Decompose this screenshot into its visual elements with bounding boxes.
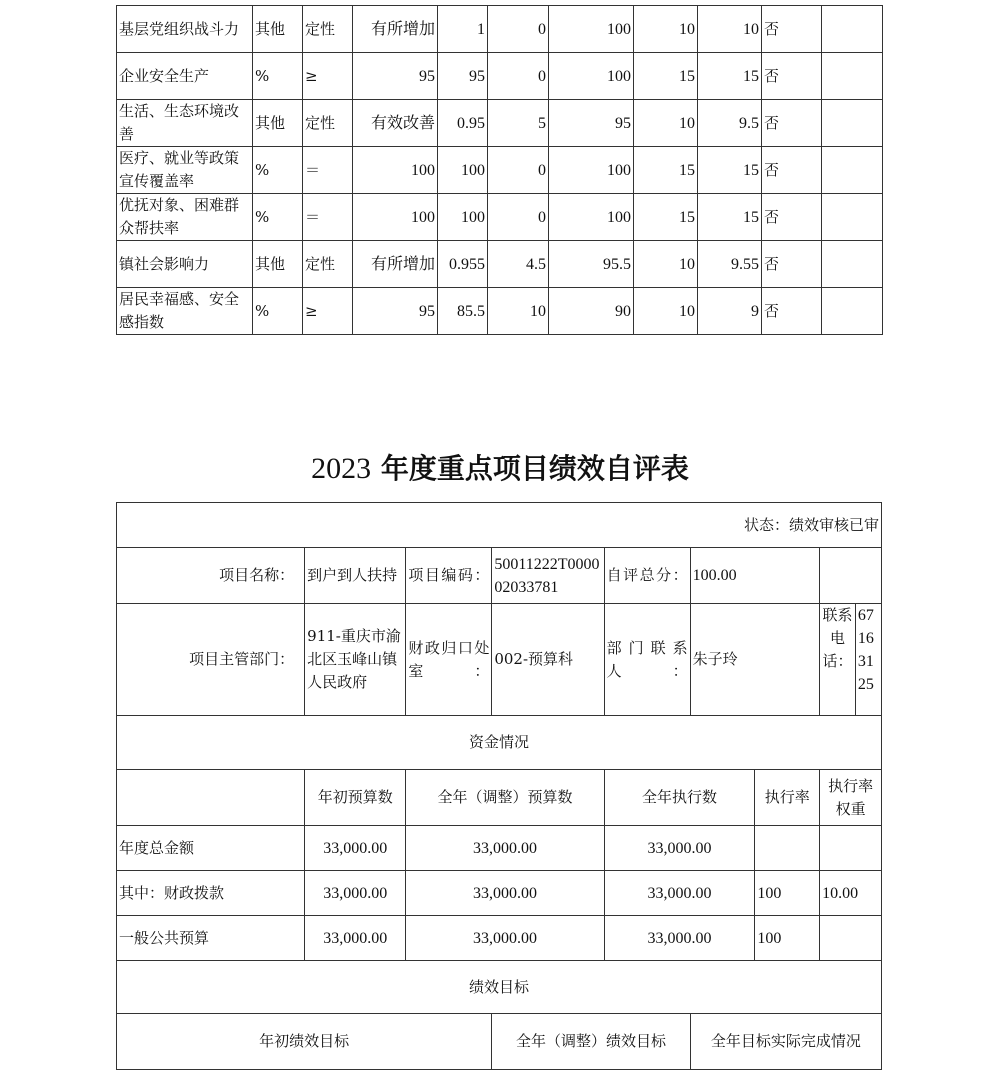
indicator-unit: 其他 bbox=[253, 100, 303, 147]
funds-row-rate: 100 bbox=[755, 871, 820, 916]
indicator-weight: 10 bbox=[634, 288, 698, 335]
indicator-target: 有所增加 bbox=[353, 241, 438, 288]
indicator-actual: 1 bbox=[438, 6, 488, 53]
funds-header-blank bbox=[117, 770, 305, 826]
indicator-operator: ＝ bbox=[303, 147, 353, 194]
project-code-label: 项目编码： bbox=[406, 548, 492, 604]
funds-row-adjusted: 33,000.00 bbox=[406, 826, 604, 871]
indicator-flag: 否 bbox=[762, 147, 822, 194]
perf-header-initial: 年初绩效目标 bbox=[117, 1014, 492, 1070]
funds-row-executed: 33,000.00 bbox=[604, 871, 755, 916]
indicator-score: 9.55 bbox=[698, 241, 762, 288]
indicator-deviation: 10 bbox=[488, 288, 549, 335]
indicator-actual: 0.95 bbox=[438, 100, 488, 147]
self-score-value: 100.00 bbox=[690, 548, 820, 604]
indicator-flag: 否 bbox=[762, 241, 822, 288]
funds-row-adjusted: 33,000.00 bbox=[406, 916, 604, 961]
indicator-extra bbox=[822, 288, 883, 335]
indicator-actual: 100 bbox=[438, 194, 488, 241]
table-row bbox=[117, 916, 882, 961]
project-evaluation-table bbox=[116, 502, 882, 1070]
funds-row-rate: 100 bbox=[755, 916, 820, 961]
indicator-unit: % bbox=[253, 53, 303, 100]
indicator-operator: 定性 bbox=[303, 100, 353, 147]
phone-value: 67163125 bbox=[857, 607, 874, 693]
project-name-label: 项目名称： bbox=[117, 548, 305, 604]
funds-row-weight bbox=[820, 826, 882, 871]
indicator-unit: 其他 bbox=[253, 241, 303, 288]
phone-label: 联系电话： bbox=[820, 604, 856, 715]
indicator-score: 9 bbox=[698, 288, 762, 335]
indicator-weight: 15 bbox=[634, 53, 698, 100]
funds-row-label: 其中：财政拨款 bbox=[117, 871, 305, 916]
funds-row-budget: 33,000.00 bbox=[305, 871, 406, 916]
title-text: 年度重点项目绩效自评表 bbox=[380, 452, 689, 485]
indicator-score: 10 bbox=[698, 6, 762, 53]
indicator-operator: 定性 bbox=[303, 6, 353, 53]
indicator-operator: ＝ bbox=[303, 194, 353, 241]
indicator-deviation: 4.5 bbox=[488, 241, 549, 288]
indicator-actual: 100 bbox=[438, 147, 488, 194]
self-score-label: 自评总分： bbox=[604, 548, 690, 604]
indicator-target: 有效改善 bbox=[353, 100, 438, 147]
office-value: 002-预算科 bbox=[492, 604, 604, 716]
perf-header-adjusted: 全年（调整）绩效目标 bbox=[492, 1014, 690, 1070]
perf-section-title: 绩效目标 bbox=[117, 961, 882, 1014]
perf-section-row bbox=[117, 961, 882, 1014]
status-cell: 状态：绩效审核已审 bbox=[117, 503, 882, 548]
indicator-flag: 否 bbox=[762, 194, 822, 241]
indicator-actual: 0.955 bbox=[438, 241, 488, 288]
table-row bbox=[117, 6, 883, 53]
indicator-extra bbox=[822, 241, 883, 288]
table-row bbox=[117, 147, 883, 194]
page-title bbox=[0, 447, 1000, 487]
indicator-extra bbox=[822, 100, 883, 147]
table-row bbox=[117, 288, 883, 335]
contact-label: 部门联系人： bbox=[604, 604, 690, 716]
indicator-target: 100 bbox=[353, 147, 438, 194]
indicator-name: 居民幸福感、安全感指数 bbox=[117, 288, 253, 335]
indicator-target: 100 bbox=[353, 194, 438, 241]
indicator-weight: 10 bbox=[634, 241, 698, 288]
funds-header-adjusted: 全年（调整）预算数 bbox=[406, 770, 604, 826]
perf-header-row bbox=[117, 1014, 882, 1070]
contact-value: 朱子玲 bbox=[690, 604, 820, 716]
funds-section-title: 资金情况 bbox=[117, 716, 882, 770]
title-year: 2023 bbox=[311, 452, 372, 485]
perf-header-actual: 全年目标实际完成情况 bbox=[690, 1014, 881, 1070]
indicator-deviation: 0 bbox=[488, 194, 549, 241]
indicator-deviation: 0 bbox=[488, 147, 549, 194]
indicator-name: 优抚对象、困难群众帮扶率 bbox=[117, 194, 253, 241]
indicator-weight: 15 bbox=[634, 194, 698, 241]
indicator-flag: 否 bbox=[762, 53, 822, 100]
indicator-name: 镇社会影响力 bbox=[117, 241, 253, 288]
indicator-rate: 95.5 bbox=[549, 241, 634, 288]
funds-header-executed: 全年执行数 bbox=[604, 770, 755, 826]
project-code-value: 50011222T000002033781 bbox=[492, 548, 604, 604]
indicator-deviation: 0 bbox=[488, 6, 549, 53]
indicator-name: 生活、生态环境改善 bbox=[117, 100, 253, 147]
indicator-score: 9.5 bbox=[698, 100, 762, 147]
table-row bbox=[117, 194, 883, 241]
indicator-target: 95 bbox=[353, 53, 438, 100]
dept-label: 项目主管部门： bbox=[117, 604, 305, 716]
indicator-score: 15 bbox=[698, 194, 762, 241]
indicator-score: 15 bbox=[698, 147, 762, 194]
table-row bbox=[117, 53, 883, 100]
indicator-target: 有所增加 bbox=[353, 6, 438, 53]
indicator-unit: % bbox=[253, 147, 303, 194]
indicator-rate: 100 bbox=[549, 147, 634, 194]
funds-row-budget: 33,000.00 bbox=[305, 826, 406, 871]
indicator-deviation: 5 bbox=[488, 100, 549, 147]
office-label: 财政归口处室： bbox=[406, 604, 492, 716]
indicator-extra bbox=[822, 194, 883, 241]
indicator-deviation: 0 bbox=[488, 53, 549, 100]
indicator-target: 95 bbox=[353, 288, 438, 335]
indicator-rate: 100 bbox=[549, 6, 634, 53]
indicator-flag: 否 bbox=[762, 6, 822, 53]
phone-cell bbox=[820, 604, 882, 716]
indicator-rate: 90 bbox=[549, 288, 634, 335]
funds-row-weight bbox=[820, 916, 882, 961]
indicator-operator: 定性 bbox=[303, 241, 353, 288]
project-name-value: 到户到人扶持 bbox=[305, 548, 406, 604]
indicator-weight: 10 bbox=[634, 6, 698, 53]
indicator-unit: % bbox=[253, 288, 303, 335]
table-row bbox=[117, 871, 882, 916]
funds-row-budget: 33,000.00 bbox=[305, 916, 406, 961]
indicator-rate: 95 bbox=[549, 100, 634, 147]
indicator-rate: 100 bbox=[549, 194, 634, 241]
indicator-extra bbox=[822, 53, 883, 100]
funds-row-label: 年度总金额 bbox=[117, 826, 305, 871]
indicator-extra bbox=[822, 6, 883, 53]
funds-row-rate bbox=[755, 826, 820, 871]
indicator-rate: 100 bbox=[549, 53, 634, 100]
funds-row-executed: 33,000.00 bbox=[604, 826, 755, 871]
funds-header-budget: 年初预算数 bbox=[305, 770, 406, 826]
funds-row-executed: 33,000.00 bbox=[604, 916, 755, 961]
indicator-table bbox=[116, 5, 883, 335]
indicator-extra bbox=[822, 147, 883, 194]
dept-value: 911-重庆市渝北区玉峰山镇人民政府 bbox=[305, 604, 406, 716]
indicator-score: 15 bbox=[698, 53, 762, 100]
funds-header-weight: 执行率权重 bbox=[820, 770, 882, 826]
indicator-flag: 否 bbox=[762, 288, 822, 335]
indicator-actual: 85.5 bbox=[438, 288, 488, 335]
indicator-weight: 15 bbox=[634, 147, 698, 194]
table-row bbox=[117, 241, 883, 288]
blank-cell bbox=[820, 548, 882, 604]
indicator-operator: ≥ bbox=[303, 288, 353, 335]
indicator-actual: 95 bbox=[438, 53, 488, 100]
indicator-flag: 否 bbox=[762, 100, 822, 147]
indicator-unit: 其他 bbox=[253, 6, 303, 53]
indicator-name: 企业安全生产 bbox=[117, 53, 253, 100]
indicator-weight: 10 bbox=[634, 100, 698, 147]
funds-row-adjusted: 33,000.00 bbox=[406, 871, 604, 916]
indicator-unit: % bbox=[253, 194, 303, 241]
table-row bbox=[117, 826, 882, 871]
funds-row-weight: 10.00 bbox=[820, 871, 882, 916]
indicator-name: 基层党组织战斗力 bbox=[117, 6, 253, 53]
table-row bbox=[117, 100, 883, 147]
funds-row-label: 一般公共预算 bbox=[117, 916, 305, 961]
funds-header-rate: 执行率 bbox=[755, 770, 820, 826]
indicator-operator: ≥ bbox=[303, 53, 353, 100]
indicator-name: 医疗、就业等政策宣传覆盖率 bbox=[117, 147, 253, 194]
